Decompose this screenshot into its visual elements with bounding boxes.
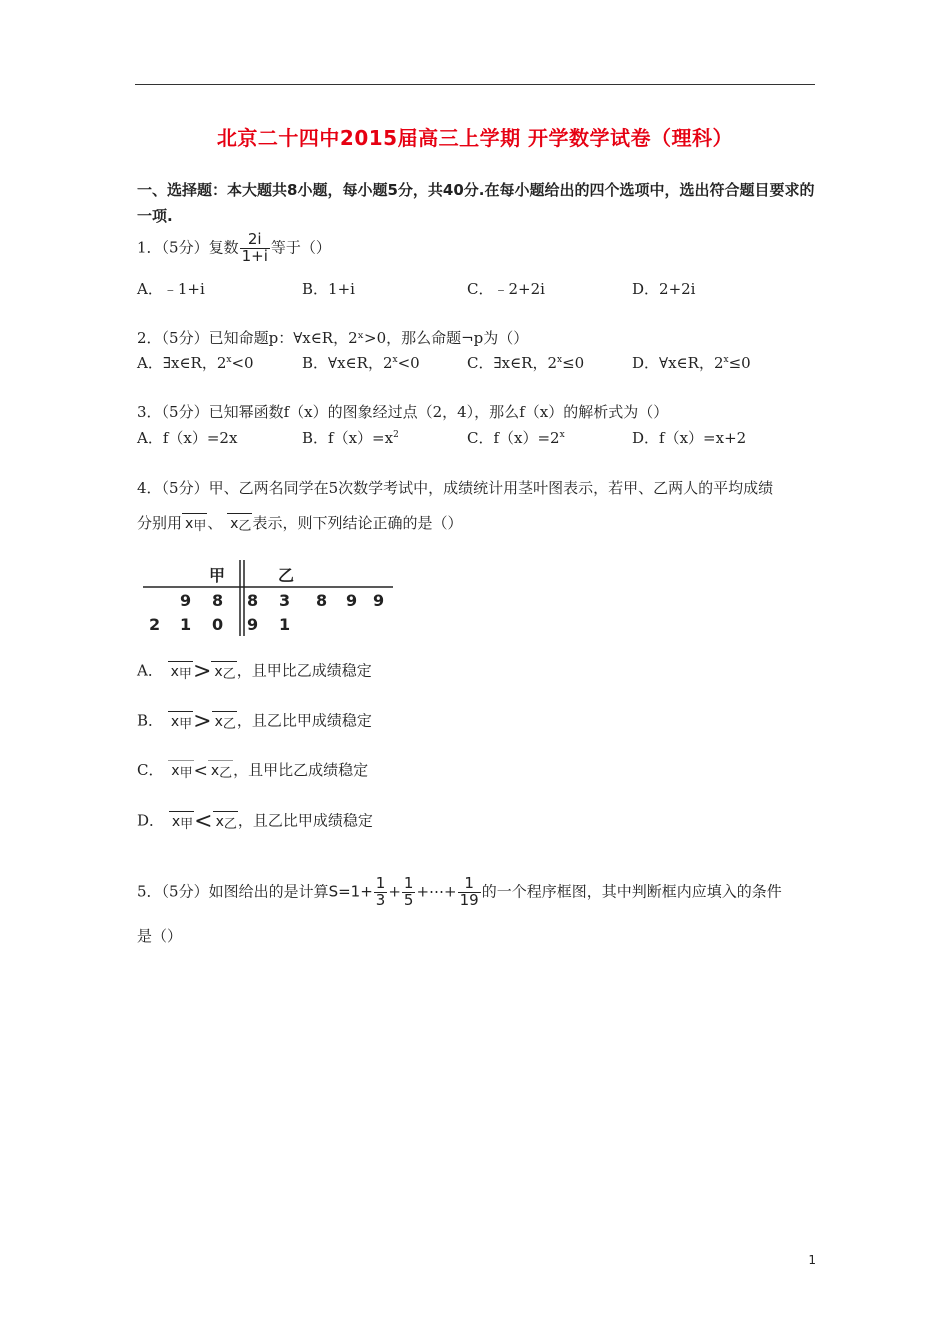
xbar-yi: $x_乙$ [211,661,236,683]
q1-option-c[interactable]: C．﹣2+2i [467,280,545,298]
question-5-line-2: 是（） [137,927,183,945]
stemleaf-stem: 8 [247,591,259,610]
page-title: 北京二十四中2015届高三上学期 开学数学试卷（理科） [216,126,734,150]
stemleaf-leaf: 9 [373,591,385,610]
question-3: 3．（5分）已知幂函数f（x）的图象经过点（2，4），那么f（x）的解析式为（） [137,403,669,421]
q2-option-b[interactable]: B．∀x∈R，$2^x<0$ [302,354,420,372]
stemleaf-stem: 9 [247,615,259,634]
q4-option-c[interactable]: C． $x_甲< x_乙$，且甲比乙成绩稳定 [137,761,369,781]
stemleaf-leaf: 3 [279,591,291,610]
less-than-symbol: < [194,809,213,834]
greater-than-symbol: > [193,709,212,734]
xbar-yi: $x_乙$ [208,760,233,782]
q1-prefix: 1．（5分）复数 [137,238,239,257]
stemleaf-header-jia: 甲 [209,566,226,585]
stemleaf-leaf: 9 [180,591,192,610]
page-number: 1 [808,1253,816,1267]
q1-suffix: 等于（） [270,238,331,257]
question-5-line-1: 5．（5分）如图给出的是计算S=1+ $\frac{1}{3}$ + $\frac{1}{5}$ +⋯+ $\frac{1}{19}$ 的一个程序框图，其中判断框内应填入的条件 [137,874,782,909]
q1-fraction [240,232,270,265]
question-1 [137,232,331,265]
q1-options [137,278,817,298]
stemleaf-leaf: 8 [212,591,224,610]
xbar-yi: $x_乙$ [227,513,252,535]
question-4-line-1: 4．（5分）甲、乙两名同学在5次数学考试中，成绩统计用茎叶图表示，若甲、乙两人的平均成绩 [137,479,774,497]
q1-option-a[interactable]: A．﹣1+i [137,280,205,298]
stemleaf-leaf: 8 [316,591,328,610]
q3-option-b[interactable]: B．$f(x)=x^2$ [302,429,399,447]
xbar-jia: $x_甲$ [168,760,193,782]
q4-option-a[interactable]: A． $x_甲> x_乙$，且甲比乙成绩稳定 [137,659,372,684]
q3-option-c[interactable]: C．$f(x)=2^x$ [467,429,565,447]
xbar-jia: $x_甲$ [168,711,193,733]
header-rule [135,84,815,85]
section-heading: 一、选择题：本大题共8小题，每小题5分，共40分.在每小题给出的四个选项中，选出符合题目要求的一项. [137,181,815,225]
q3-option-d[interactable]: D．f（x）=x+2 [632,429,747,447]
q5-fraction-2: $\frac{1}{5}$ [403,874,414,909]
q2-option-d[interactable]: D．∀x∈R，$2^x\le 0$ [632,354,751,372]
stemleaf-header-yi: 乙 [278,566,295,585]
question-2: 2．（5分）已知命题p：∀x∈R，2ˣ>0，那么命题¬p为（） [137,329,529,347]
q3-options [137,427,817,447]
stem-leaf-plot [143,560,393,640]
q3-option-a[interactable]: A．f（x）=2x [137,429,238,447]
q1-option-b[interactable]: B．1+i [302,280,355,298]
q5-fraction-1: $\frac{1}{3}$ [375,874,386,909]
less-than-symbol: < [193,761,208,781]
q5-fraction-3: $\frac{1}{19}$ [459,874,479,909]
stemleaf-leaf: 2 [149,615,161,634]
question-4-line-2: 分别用 $x_甲$、 $x_乙$表示，则下列结论正确的是（） [137,514,463,534]
xbar-yi: $x_乙$ [212,711,237,733]
xbar-jia: $x_甲$ [182,513,207,535]
q1-numerator: 2i [240,232,270,249]
greater-than-symbol: > [192,659,212,684]
q1-denominator: 1+i [241,246,268,265]
stemleaf-leaf: 9 [346,591,358,610]
q2-options [137,352,817,372]
stemleaf-leaf: 1 [180,615,192,634]
xbar-yi: $x_乙$ [213,811,238,833]
stemleaf-leaf: 0 [212,615,224,634]
xbar-jia: $x_甲$ [169,811,194,833]
q2-option-a[interactable]: A．∃x∈R，$2^x<0$ [137,354,254,372]
q2-option-c[interactable]: C．∃x∈R，$2^x\le 0$ [467,354,585,372]
q5-formula-start: S=1+ [328,882,373,901]
q4-option-b[interactable]: B． $x_甲> x_乙$，且乙比甲成绩稳定 [137,709,372,734]
q1-option-d[interactable]: D．2+2i [632,280,696,298]
xbar-jia: $x_甲$ [168,661,193,683]
q4-option-d[interactable]: D． $x_甲< x_乙$，且乙比甲成绩稳定 [137,809,373,834]
stemleaf-leaf: 1 [279,615,291,634]
